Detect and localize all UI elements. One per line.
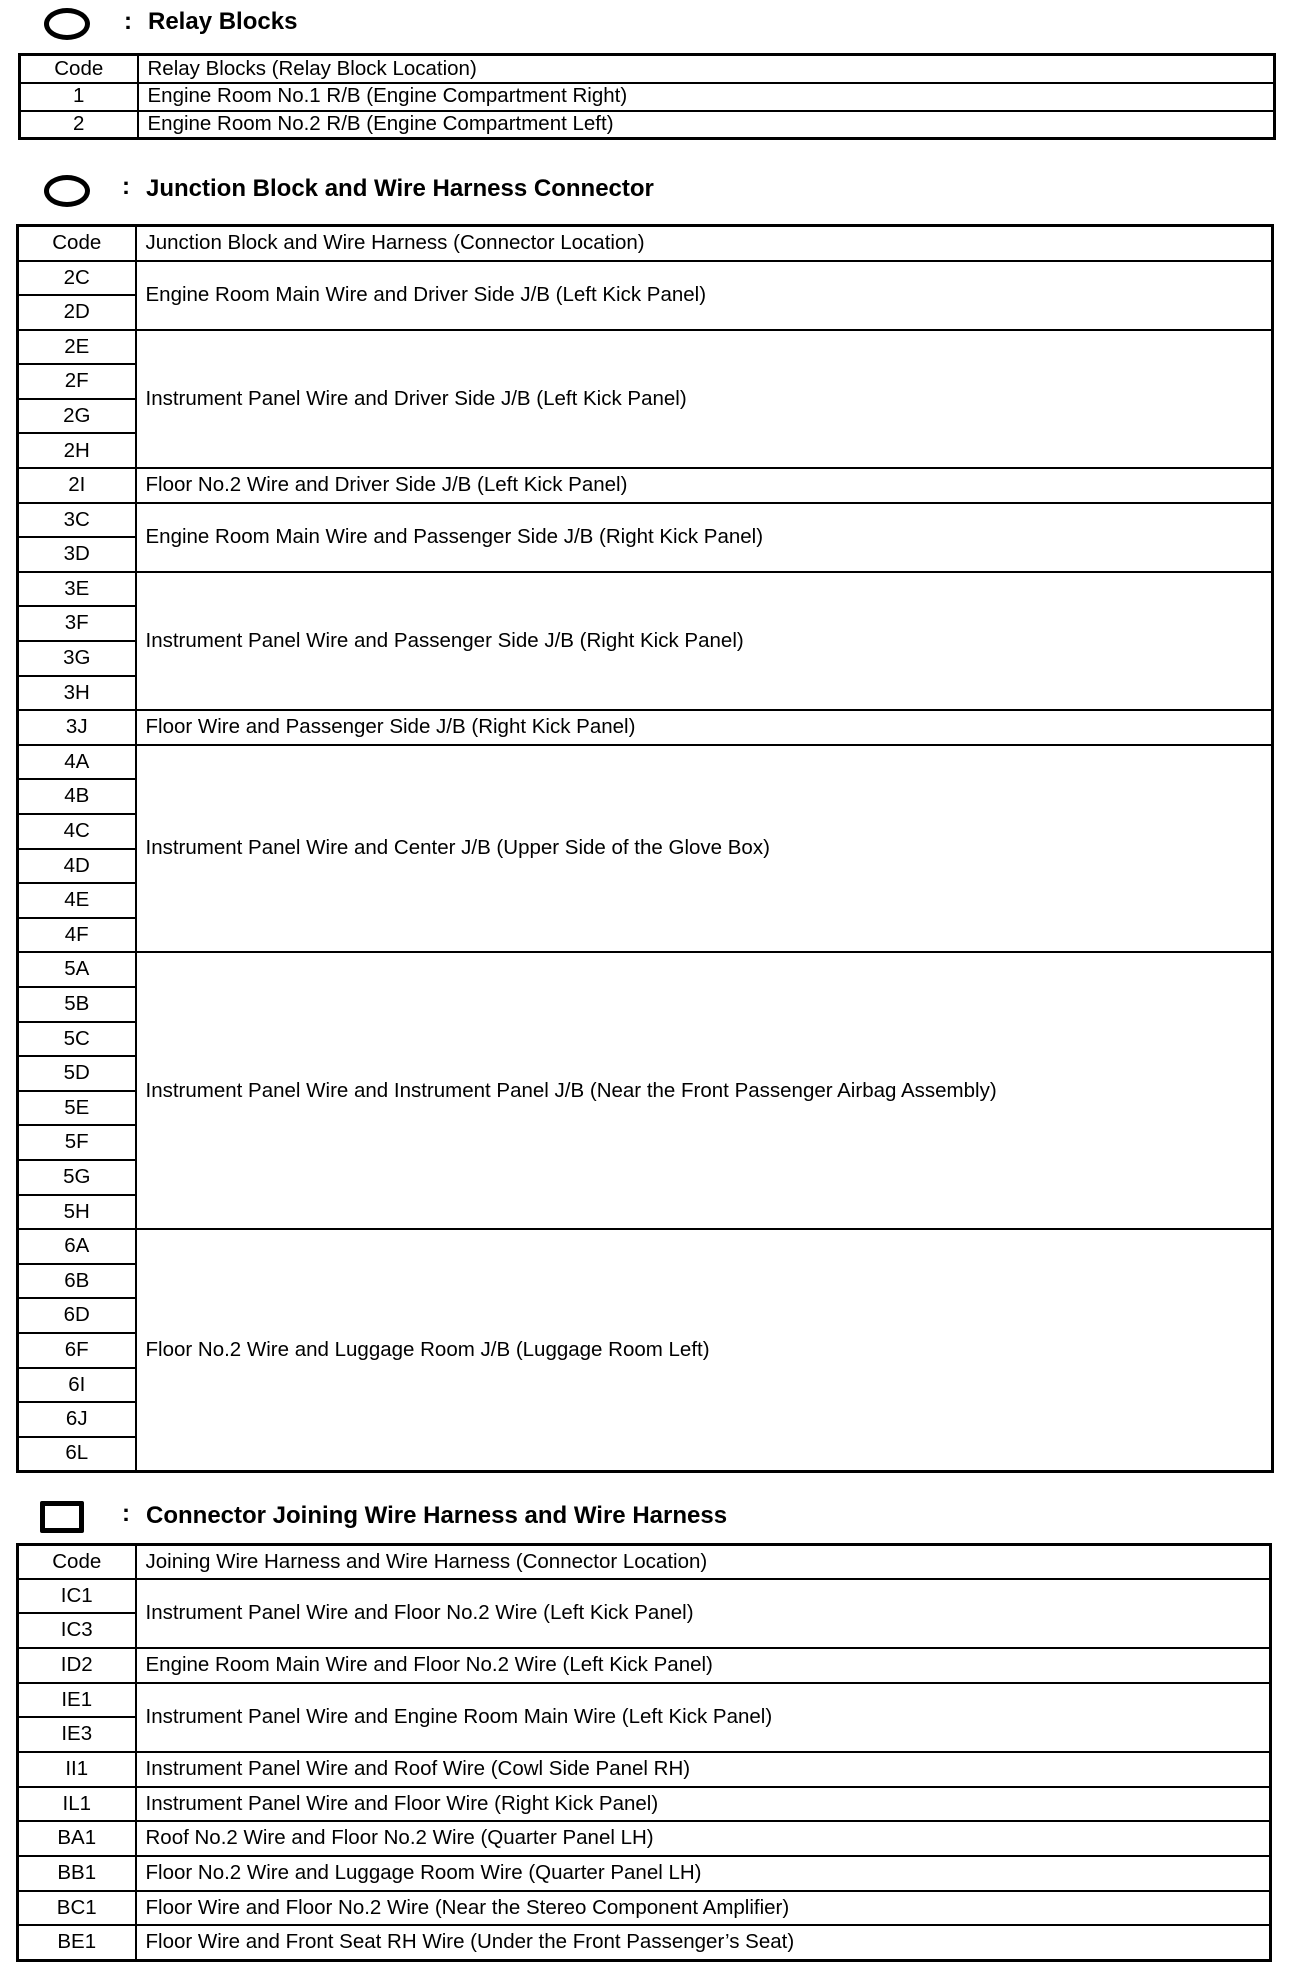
table-header-row — [20, 55, 1275, 83]
location-cell: Engine Room No.2 R/B (Engine Compartment Left) — [138, 111, 1275, 139]
code-cell: 3E — [18, 572, 136, 607]
location-cell: Instrument Panel Wire and Floor No.2 Wire (Left Kick Panel) — [136, 1579, 1271, 1648]
table-row — [18, 1856, 1271, 1891]
code-cell: IE3 — [18, 1717, 136, 1752]
code-cell: 2D — [18, 295, 136, 330]
code-cell: 4C — [18, 814, 136, 849]
location-cell: Floor No.2 Wire and Luggage Room J/B (Luggage Room Left) — [136, 1229, 1273, 1471]
code-cell: 3F — [18, 606, 136, 641]
relay-blocks-colon: : — [124, 8, 132, 35]
rounded-outline-symbol-icon — [44, 175, 90, 207]
relay-blocks-table — [18, 53, 1276, 140]
location-cell: Floor Wire and Front Seat RH Wire (Under the Front Passenger’s Seat) — [136, 1925, 1271, 1960]
code-cell: IC1 — [18, 1579, 136, 1614]
location-cell: Engine Room Main Wire and Passenger Side J/B (Right Kick Panel) — [136, 503, 1273, 572]
table-row — [20, 111, 1275, 139]
code-cell: 3J — [18, 710, 136, 745]
code-cell: 4B — [18, 779, 136, 814]
table-row — [18, 261, 1273, 296]
code-cell: 2E — [18, 330, 136, 365]
header-code-cell: Code — [18, 226, 136, 261]
code-cell: BA1 — [18, 1821, 136, 1856]
table-row — [18, 1821, 1271, 1856]
code-cell: 2I — [18, 468, 136, 503]
code-cell: ID2 — [18, 1648, 136, 1683]
location-cell: Instrument Panel Wire and Passenger Side J/B (Right Kick Panel) — [136, 572, 1273, 710]
code-cell: 6D — [18, 1298, 136, 1333]
location-cell: Instrument Panel Wire and Engine Room Main Wire (Left Kick Panel) — [136, 1683, 1271, 1752]
location-cell: Instrument Panel Wire and Roof Wire (Cowl Side Panel RH) — [136, 1752, 1271, 1787]
header-desc-cell: Joining Wire Harness and Wire Harness (Connector Location) — [136, 1545, 1271, 1579]
header-desc-cell: Relay Blocks (Relay Block Location) — [138, 55, 1275, 83]
table-row — [20, 83, 1275, 111]
rounded-outline-symbol-icon — [44, 8, 90, 40]
code-cell: 5C — [18, 1022, 136, 1057]
connector-header — [0, 1494, 1312, 1538]
location-cell: Engine Room Main Wire and Driver Side J/B (Left Kick Panel) — [136, 261, 1273, 330]
table-row — [18, 1648, 1271, 1683]
header-code-cell: Code — [20, 55, 138, 83]
code-cell: 5B — [18, 987, 136, 1022]
code-cell: 4E — [18, 883, 136, 918]
table-row — [18, 952, 1273, 987]
code-cell: 5H — [18, 1195, 136, 1230]
code-cell: 4F — [18, 918, 136, 953]
square-outline-symbol-icon — [40, 1501, 84, 1533]
location-cell: Floor No.2 Wire and Luggage Room Wire (Quarter Panel LH) — [136, 1856, 1271, 1891]
code-cell: IL1 — [18, 1787, 136, 1822]
location-cell: Instrument Panel Wire and Instrument Panel J/B (Near the Front Passenger Airbag Assembly) — [136, 952, 1273, 1229]
code-cell: 5D — [18, 1056, 136, 1091]
code-cell: 4A — [18, 745, 136, 780]
location-cell: Roof No.2 Wire and Floor No.2 Wire (Quarter Panel LH) — [136, 1821, 1271, 1856]
code-cell: 6F — [18, 1333, 136, 1368]
table-row — [18, 503, 1273, 538]
code-cell: BE1 — [18, 1925, 136, 1960]
connector-table — [16, 1543, 1272, 1962]
code-cell: 5F — [18, 1125, 136, 1160]
table-row — [18, 1579, 1271, 1614]
code-cell: IC3 — [18, 1613, 136, 1648]
code-cell: 5A — [18, 952, 136, 987]
table-header-row — [18, 226, 1273, 261]
junction-block-title: Junction Block and Wire Harness Connector — [146, 175, 654, 202]
code-cell: 2G — [18, 399, 136, 434]
code-cell: BB1 — [18, 1856, 136, 1891]
table-row — [18, 330, 1273, 365]
code-cell: 3D — [18, 537, 136, 572]
table-row — [18, 1683, 1271, 1718]
code-cell: 3C — [18, 503, 136, 538]
code-cell: 3G — [18, 641, 136, 676]
table-row — [18, 1752, 1271, 1787]
table-header-row — [18, 1545, 1271, 1579]
code-cell: 2H — [18, 433, 136, 468]
location-cell: Instrument Panel Wire and Floor Wire (Right Kick Panel) — [136, 1787, 1271, 1822]
table-row — [18, 1891, 1271, 1926]
header-code-cell: Code — [18, 1545, 136, 1579]
header-desc-cell: Junction Block and Wire Harness (Connector Location) — [136, 226, 1273, 261]
code-cell: BC1 — [18, 1891, 136, 1926]
table-row — [18, 710, 1273, 745]
code-cell: 1 — [20, 83, 138, 111]
code-cell: 6A — [18, 1229, 136, 1264]
code-cell: 4D — [18, 849, 136, 884]
location-cell: Instrument Panel Wire and Driver Side J/B (Left Kick Panel) — [136, 330, 1273, 468]
code-cell: IE1 — [18, 1683, 136, 1718]
table-row — [18, 468, 1273, 503]
location-cell: Instrument Panel Wire and Center J/B (Upper Side of the Glove Box) — [136, 745, 1273, 953]
relay-blocks-title: Relay Blocks — [148, 8, 298, 35]
table-row — [18, 745, 1273, 780]
location-cell: Floor Wire and Passenger Side J/B (Right Kick Panel) — [136, 710, 1273, 745]
code-cell: 6J — [18, 1402, 136, 1437]
code-cell: 2F — [18, 364, 136, 399]
code-cell: 6I — [18, 1368, 136, 1403]
code-cell: 5E — [18, 1091, 136, 1126]
junction-block-header — [0, 167, 1312, 211]
code-cell: 6B — [18, 1264, 136, 1299]
table-row — [18, 572, 1273, 607]
code-cell: 5G — [18, 1160, 136, 1195]
code-cell: 2C — [18, 261, 136, 296]
connector-title: Connector Joining Wire Harness and Wire Harness — [146, 1502, 728, 1529]
relay-blocks-header — [0, 0, 1312, 44]
location-cell: Floor No.2 Wire and Driver Side J/B (Left Kick Panel) — [136, 468, 1273, 503]
location-cell: Floor Wire and Floor No.2 Wire (Near the Stereo Component Amplifier) — [136, 1891, 1271, 1926]
junction-block-table — [16, 224, 1274, 1473]
code-cell: II1 — [18, 1752, 136, 1787]
location-cell: Engine Room No.1 R/B (Engine Compartment Right) — [138, 83, 1275, 111]
location-cell: Engine Room Main Wire and Floor No.2 Wire (Left Kick Panel) — [136, 1648, 1271, 1683]
table-row — [18, 1787, 1271, 1822]
table-row — [18, 1925, 1271, 1960]
code-cell: 6L — [18, 1437, 136, 1472]
code-cell: 3H — [18, 676, 136, 711]
code-cell: 2 — [20, 111, 138, 139]
table-row — [18, 1229, 1273, 1264]
junction-block-colon: : — [122, 173, 130, 200]
connector-colon: : — [122, 1500, 130, 1527]
